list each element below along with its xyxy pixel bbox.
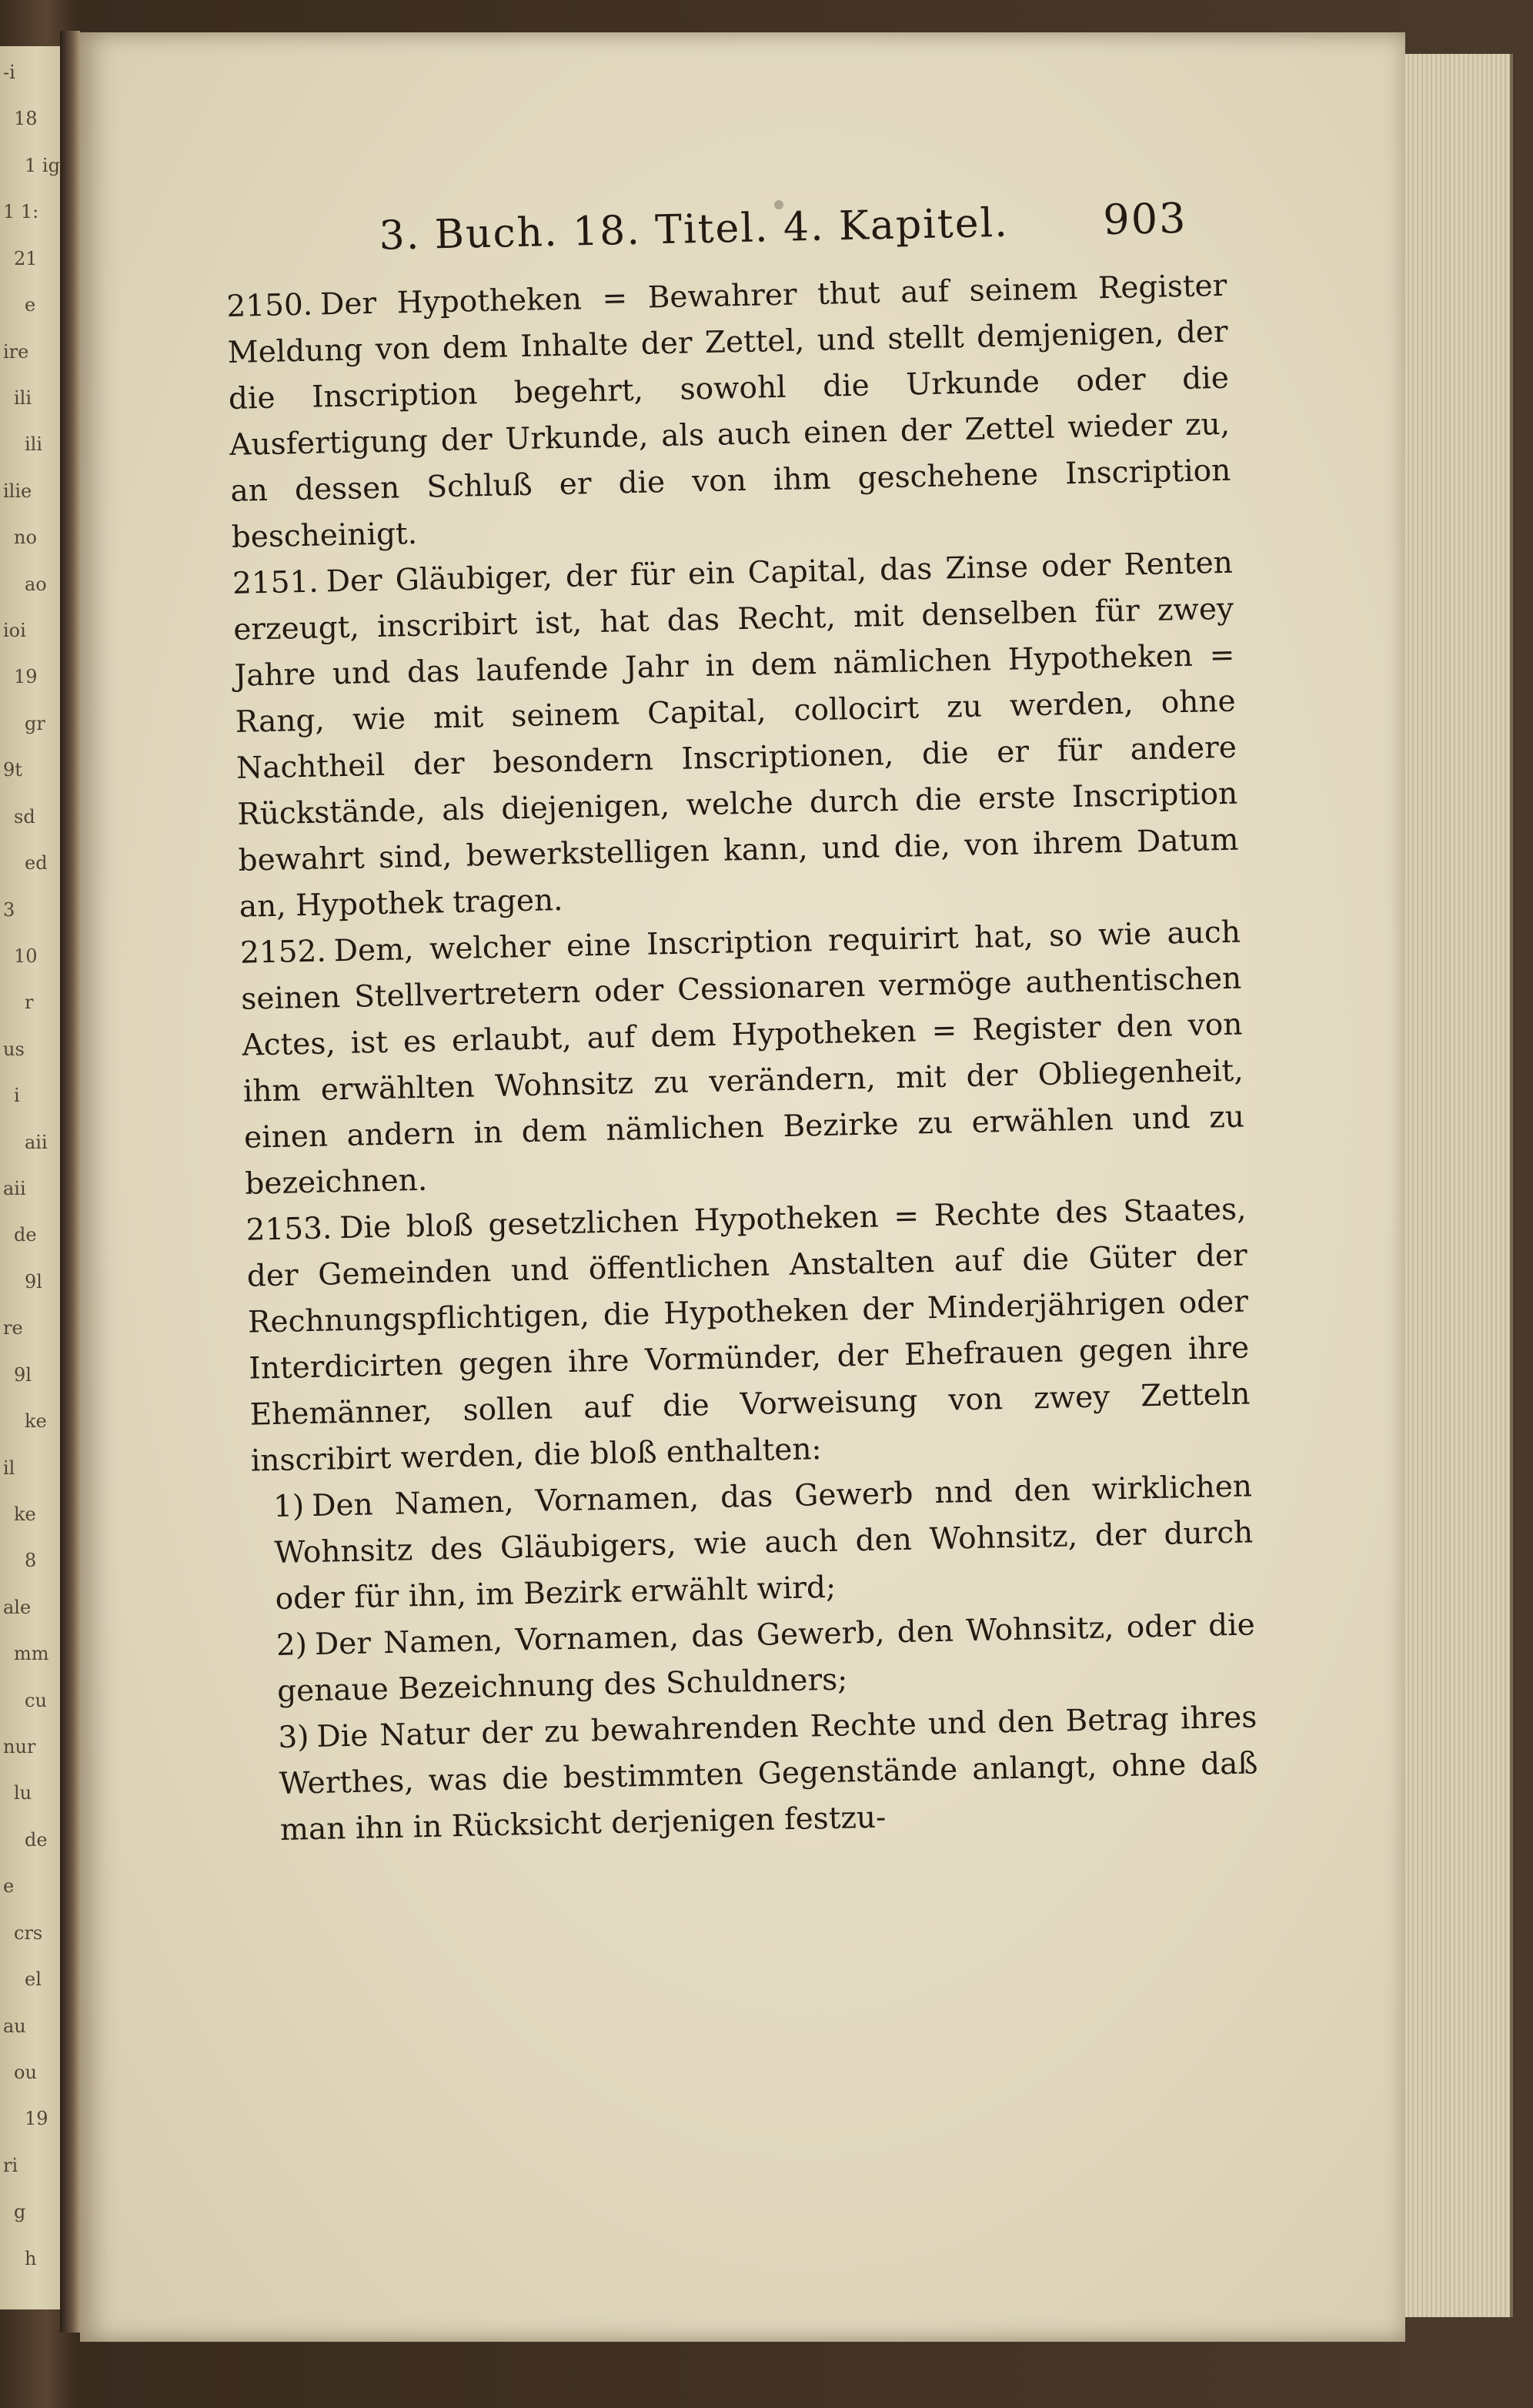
list-item-text: Die Natur der zu bewahrenden Rechte und den Betrag ihres Werthes, was die bestimmten Gegenstände anlangt, ohne daß man ihn in Rücksicht derjenigen festzu- — [279, 1700, 1258, 1848]
facing-page-fragment: 19 — [14, 666, 38, 688]
facing-page-fragment: nur — [3, 1736, 36, 1758]
facing-page-fragment: 9l — [25, 1270, 42, 1293]
facing-page-fragment: gr — [25, 712, 45, 734]
facing-page-fragment: 18 — [14, 108, 38, 130]
facing-page-fragment: de — [25, 1828, 48, 1851]
facing-page-fragment: ou — [14, 2061, 37, 2083]
book-gutter — [60, 31, 80, 2333]
facing-page-fragment: ire — [3, 340, 29, 363]
list-item-text: Den Namen, Vornamen, das Gewerb nnd den wirklichen Wohnsitz des Gläubigers, wie auch den Wohnsitz, der durch oder für ihn, im Bezirk erwählt wird; — [273, 1469, 1254, 1617]
facing-page-fragment: el — [25, 1968, 42, 1991]
facing-page-fragment: ale — [3, 1596, 32, 1618]
facing-page-fragment: aii — [25, 1131, 48, 1153]
paragraph-text: Der Gläubiger, der für ein Capital, das Zinse oder Renten erzeugt, inscribirt ist, hat das Recht, mit denselben für zwey Jahre und das laufende Jahr in dem nämlichen Hypotheken = Rang, wie mit seinem Capital, collocirt zu werden, ohne Nachtheil der besondern Inscriptionen, die er für andere Rückstände, als diejenigen, welche durch die erste Inscription bewahrt sind, bewerkstelligen kann, und die, von ihrem Datum an, Hypothek tragen. — [232, 545, 1239, 925]
paragraph-2151 — [232, 540, 1240, 931]
facing-page-fragment: ri — [3, 2154, 18, 2176]
facing-page-fragment: ili — [14, 386, 32, 409]
facing-page-fragment: 1 ig — [25, 154, 60, 176]
list-item — [256, 1694, 1259, 1854]
facing-page-edge — [0, 46, 62, 2309]
paragraph-text: Der Hypotheken = Bewahrer thut auf seinem Register Meldung von dem Inhalte der Zettel, und stellt demjenigen, der die Inscription begehrt, sowohl die Urkunde oder die Ausfertigung der Urkunde, als auch einen der Zettel wieder zu, an dessen Schluß er die von ihm geschehene Inscription bescheinigt. — [227, 268, 1231, 555]
paragraph-2153 — [245, 1186, 1251, 1484]
facing-page-fragment: us — [3, 1038, 25, 1060]
facing-page-fragment: ke — [14, 1503, 36, 1525]
paragraph-number: 2152. — [239, 934, 327, 971]
facing-page-fragment: 3 — [3, 898, 15, 921]
running-head: 3. Buch. 18. Titel. 4. Kapitel. — [379, 199, 1010, 259]
facing-page-fragment: cu — [25, 1689, 47, 1711]
facing-page-fragment: no — [14, 527, 37, 549]
facing-page-fragment: re — [3, 1317, 23, 1339]
paragraph-2150 — [226, 263, 1232, 561]
paragraph-number: 2150. — [226, 287, 313, 324]
facing-page-fragment: 9l — [14, 1363, 32, 1386]
facing-page-fragment: ao — [25, 573, 47, 595]
facing-page-fragment: il — [3, 1457, 15, 1479]
facing-page-fragment: e — [3, 1875, 15, 1898]
facing-page-fragment: 21 — [14, 247, 38, 269]
paragraph-text: Die bloß gesetzlichen Hypotheken = Rechte des Staates, der Gemeinden und öffentlichen Anstalten auf die Güter der Rechnungspflichtigen, die Hypotheken der Minderjährigen oder Interdicirten gegen ihre Vormünder, der Ehefrauen gegen ihre Ehemänner, sollen auf die Vorweisung von zwey Zetteln inscribirt werden, die bloß enthalten: — [246, 1192, 1251, 1479]
paragraph-text: Dem, welcher eine Inscription requirirt hat, so wie auch seinen Stellvertretern oder Cessionaren vermöge authentischen Actes, ist es erlaubt, auf dem Hypotheken = Register den von ihm erwählten Wohnsitz zu verändern, mit der Obliegenheit, einen andern in dem nämlichen Bezirke zu erwählen und zu bezeichnen. — [240, 915, 1245, 1202]
page-edges — [1405, 54, 1513, 2317]
facing-page-fragment: i — [14, 1085, 20, 1107]
facing-page-fragment: g — [14, 2201, 26, 2223]
facing-page-fragment: de — [14, 1224, 37, 1246]
list-item-text: Der Namen, Vornamen, das Gewerb, den Wohnsitz, oder die genaue Bezeichnung des Schuldners; — [276, 1607, 1256, 1709]
paragraph-number: 2151. — [232, 564, 319, 601]
facing-page-fragment: -i — [3, 62, 15, 83]
facing-page-fragment: r — [25, 992, 34, 1014]
page-text — [225, 193, 1259, 1854]
facing-page-fragment: 9t — [3, 759, 22, 781]
facing-page-fragment: aii — [3, 1178, 26, 1199]
facing-page-fragment: 19 — [25, 2108, 48, 2130]
facing-page-fragment: sd — [14, 805, 35, 828]
list-item-number: 1) — [272, 1489, 305, 1525]
page-body — [226, 263, 1259, 1854]
facing-page-fragment: ke — [25, 1410, 47, 1433]
list-item — [252, 1463, 1254, 1623]
facing-page-fragment: 10 — [14, 945, 38, 967]
facing-page-fragment: e — [25, 294, 36, 316]
paragraph-number: 2153. — [245, 1211, 332, 1248]
facing-page-fragment: ilie — [3, 480, 32, 502]
facing-page-fragment: ili — [25, 433, 43, 456]
facing-page-fragment: h — [25, 2247, 37, 2269]
facing-page-fragment: ioi — [3, 620, 26, 641]
facing-page-fragment: mm — [14, 1643, 49, 1665]
facing-page-fragment: au — [3, 2015, 26, 2037]
facing-page-fragment: 8 — [25, 1550, 37, 1572]
facing-page-fragment: lu — [14, 1782, 32, 1804]
facing-page-fragment: ed — [25, 852, 48, 875]
facing-page-fragment: 1 1: — [3, 201, 39, 223]
list-item-number: 2) — [276, 1627, 308, 1664]
paragraph-2152 — [239, 910, 1245, 1208]
page-number: 903 — [1102, 193, 1188, 245]
facing-page-fragment: crs — [14, 1921, 43, 1944]
list-item-number: 3) — [277, 1720, 309, 1755]
